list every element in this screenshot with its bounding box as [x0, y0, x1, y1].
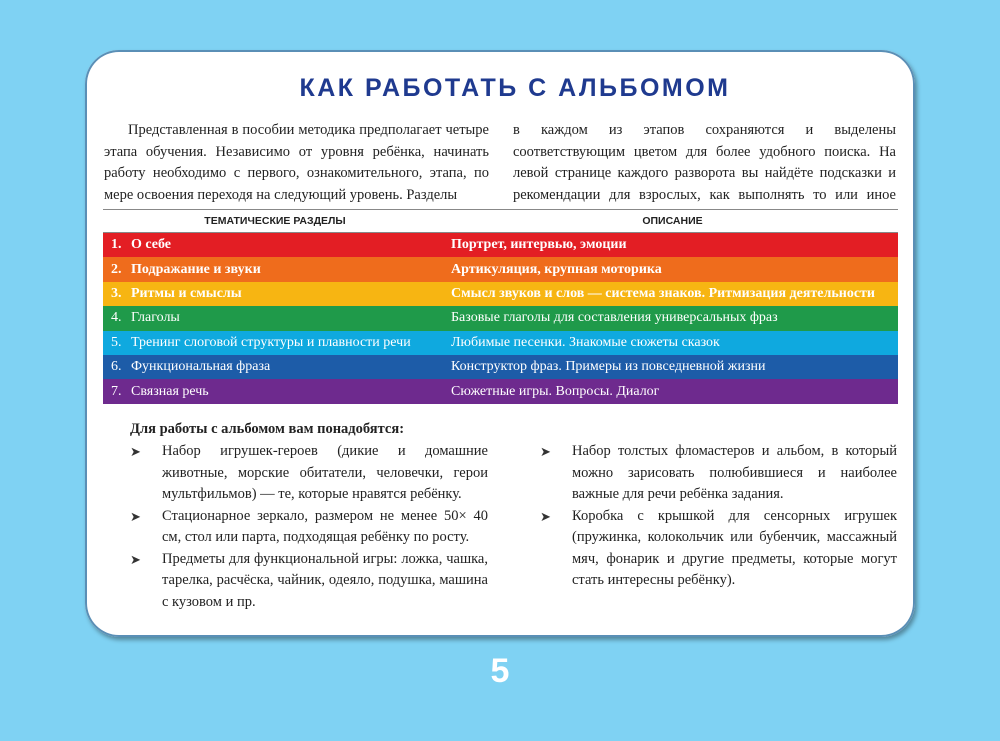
section-name: Подражание и звуки: [131, 261, 261, 277]
section-cell: [103, 355, 447, 379]
section-cell: [103, 379, 447, 403]
list-item: [130, 441, 488, 506]
description-cell: Любимые песенки. Знакомые сюжеты сказок: [451, 334, 720, 350]
section-cell: [103, 257, 447, 281]
section-number: 4.: [111, 310, 122, 326]
description-cell: Сюжетные игры. Вопросы. Диалог: [451, 383, 660, 399]
intro-left-column: Представленная в пособии методика предполагает четыре этапа обучения. Независимо от уровня ребёнка, начинать работу необходимо с первого, ознакомительного, этапа, по мере освоения переходя на следующий уровень. Разделы: [104, 122, 489, 203]
list-item-text: Предметы для функциональной игры: ложка, чашка, тарелка, расчёска, чайник, одеяло, подушка, машина с кузовом и пр.: [162, 550, 488, 610]
description-cell: Конструктор фраз. Примеры из повседневной жизни: [451, 359, 766, 375]
description-cell: Портрет, интервью, эмоции: [451, 237, 627, 253]
table-row: [103, 379, 898, 403]
section-cell: [103, 282, 447, 306]
page-title: КАК РАБОТАТЬ С АЛЬБОМОМ: [299, 74, 731, 102]
list-item: [130, 506, 488, 549]
list-item-text: Набор игрушек-героев (дикие и домашние животные, морские обитатели, человечки, герои мультфильмов) — те, которые нравятся ребёнку.: [162, 443, 488, 502]
table-row: [103, 331, 898, 355]
requirements-list-right: [540, 441, 897, 592]
header-sections: ТЕМАТИЧЕСКИЕ РАЗДЕЛЫ: [103, 210, 447, 233]
arrowhead-bullet-icon: ➤: [130, 508, 141, 524]
section-cell: [103, 233, 447, 258]
list-item-text: Набор толстых фломастеров и альбом, в который можно зарисовать полюбившиеся и наиболее важные для речи ребёнка задания.: [572, 443, 897, 502]
requirements-list-left: [130, 441, 488, 613]
section-number: 6.: [111, 359, 122, 375]
arrowhead-bullet-icon: ➤: [130, 444, 141, 459]
arrowhead-bullet-icon: ➤: [540, 444, 551, 459]
section-number: 2.: [111, 261, 122, 277]
description-cell: Артикуляция, крупная моторика: [451, 261, 662, 277]
section-name: О себе: [131, 237, 172, 253]
arrowhead-bullet-icon: ➤: [540, 508, 551, 524]
arrowhead-bullet-icon: ➤: [130, 551, 141, 567]
section-number: 5.: [111, 334, 122, 350]
section-number: 3.: [111, 285, 122, 301]
list-item-text: Стационарное зеркало, размером не менее 50× 40 см, стол или парта, подходящая ребёнку по росту.: [162, 507, 488, 545]
table-row: [103, 306, 898, 330]
header-description: ОПИСАНИЕ: [447, 210, 898, 233]
table-row: [103, 257, 898, 281]
table-row: [103, 355, 898, 379]
table-row: [103, 233, 898, 258]
description-cell: Смысл звуков и слов — система знаков. Ритмизация деятельности: [451, 285, 875, 301]
table-header-row: [103, 210, 898, 233]
requirements-title: Для работы с альбомом вам понадобятся:: [130, 421, 405, 437]
sections-table: [103, 209, 898, 404]
section-name: Ритмы и смыслы: [131, 285, 242, 301]
section-name: Функциональная фраза: [131, 359, 271, 375]
section-number: 7.: [111, 383, 122, 399]
list-item: [540, 441, 897, 506]
section-name: Тренинг слоговой структуры и плавности речи: [131, 334, 411, 350]
section-number: 1.: [111, 237, 122, 253]
section-cell: [103, 331, 447, 355]
table-row: [103, 282, 898, 306]
section-name: Глаголы: [131, 310, 180, 326]
list-item-text: Коробка с крышкой для сенсорных игрушек (пружинка, колокольчик или бубенчик, массажный мяч, фонарик и другие предметы, которые могут стать интересны ребёнку).: [572, 507, 897, 588]
intro-right-column: в каждом из этапов сохраняются и выделены соответствующим цветом для более удобного поиска. На левой странице каждого разворота вы найдёте подсказки и рекомендации для взрослых, как выполнять то или иное: [513, 122, 896, 203]
list-item: [540, 506, 897, 592]
description-cell: Базовые глаголы для составления универсальных фраз: [451, 310, 778, 326]
list-item: [130, 549, 488, 614]
page-number: 5: [490, 652, 510, 690]
section-name: Связная речь: [131, 383, 209, 399]
section-cell: [103, 306, 447, 330]
